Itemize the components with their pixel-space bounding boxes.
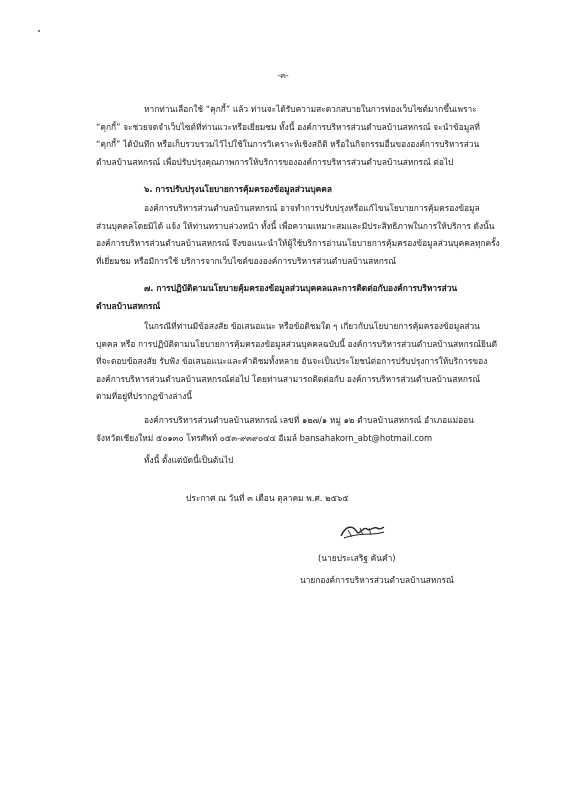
text-line: ตำบลบ้านสหกรณ์ เพื่อปรับปรุงคุณภาพการให้บริการขององค์การบริหารส่วนตำบลบ้านสหกรณ์ ต่อไป	[96, 156, 454, 167]
text-line: ทั้งนี้ ตั้งแต่บัดนี้เป็นต้นไป	[144, 455, 234, 465]
section-6-heading	[144, 181, 332, 199]
text-line: “คุกกี้” ได้บันทึก หรือเก็บรวบรวมไว้ไปใช้ในการวิเคราะห์เชิงสถิติ หรือในกิจกรรมอื่นขององค์การบริหารส่วน	[96, 139, 480, 150]
heading-text: ๗. การปฏิบัติตามนโยบายคุ้มครองข้อมูลส่วนบุคคลและการติดต่อกับองค์การบริหารส่วน	[144, 283, 458, 293]
text-line: ที่จะตอบข้อสงสัย รับฟัง ข้อเสนอแนะและคำติชมทั้งหลาย อันจะเป็นประโยชน์ต่อการปรับปรุงการให้บริการของ	[96, 356, 488, 367]
cookie-paragraph	[96, 101, 480, 171]
text-line: บุคคล หรือ การปฏิบัติตามนโยบายการคุ้มครองข้อมูลส่วนบุคคลฉบับนี้ องค์การบริหารส่วนตำบลบ้านสหกรณ์ยินดี	[96, 338, 498, 349]
page-number: -๓-	[277, 71, 289, 80]
heading-text: ตำบลบ้านสหกรณ์	[96, 300, 161, 311]
announcement-date	[186, 490, 349, 508]
section-7-body	[96, 318, 497, 406]
text-line: หากท่านเลือกใช้ “คุกกี้” แล้ว ท่านจะได้รับความสะดวกสบายในการท่องเว็บไซต์มากขึ้นเพราะ	[144, 104, 477, 114]
section-7-heading	[96, 280, 457, 315]
scan-speck	[38, 30, 40, 32]
signer-name: (นายประเสริฐ คันคำ)	[318, 553, 396, 563]
signature-image	[338, 522, 386, 544]
text-line: จังหวัดเชียงใหม่ ๕๐๑๓๐ โทรศัพท์ ๐๕๓-๙๓๙๐๔๔ อีเมล์ bansahakorn_abt@hotmail.com	[96, 432, 433, 443]
text-line: ที่เยี่ยมชม หรือมีการใช้ บริการจากเว็บไซต์ขององค์การบริหารส่วนตำบลบ้านสหกรณ์	[96, 255, 397, 266]
text-line: ส่วนบุคคลโดยมิได้ แจ้ง ให้ท่านทราบล่วงหน้า ทั้งนี้ เพื่อความเหมาะสมและมีประสิทธิภาพในการให้บริการ ดังนั้น	[96, 220, 495, 231]
text-line: องค์การบริหารส่วนตำบลบ้านสหกรณ์ต่อไป โดยท่านสามารถติดต่อกับ องค์การบริหารส่วนตำบลบ้านสหกรณ์	[96, 373, 481, 384]
text-line: องค์การบริหารส่วนตำบลบ้านสหกรณ์ จึงขอแนะนำให้ผู้ใช้บริการอ่านนโยบายการคุ้มครองข้อมูลส่วนบุคคลทุกครั้ง	[96, 238, 500, 249]
text-line: “คุกกี้” จะช่วยจดจำเว็บไซต์ที่ท่านแวะหรือเยี่ยมชม ทั้งนี้ องค์การบริหารส่วนตำบลบ้านสหกรณ์ จะนำข้อมูลที่	[96, 121, 480, 132]
text-line: องค์การบริหารส่วนตำบลบ้านสหกรณ์ เลขที่ ๑๒๗/๑ หมู่ ๑๒ ตำบลบ้านสหกรณ์ อำเภอแม่ออน	[144, 415, 474, 425]
heading-text: ๖. การปรับปรุงนโยบายการคุ้มครองข้อมูลส่วนบุคคล	[144, 184, 332, 194]
text-line: ตามที่อยู่ที่ปรากฏข้างล่างนี้	[96, 391, 193, 402]
section-6-body	[96, 200, 500, 270]
effective-statement	[144, 452, 233, 470]
text-line: องค์การบริหารส่วนตำบลบ้านสหกรณ์ อาจทำการปรับปรุงหรือแก้ไขนโยบายการคุ้มครองข้อมูล	[144, 203, 480, 213]
signer-title: นายกองค์การบริหารส่วนตำบลบ้านสหกรณ์	[300, 575, 454, 585]
text-line: ในกรณีที่ท่านมีข้อสงสัย ข้อเสนอแนะ หรือข้อติชมใด ๆ เกี่ยวกับนโยบายการคุ้มครองข้อมูลส่วน	[144, 321, 480, 331]
contact-paragraph	[96, 412, 474, 447]
text-line: ประกาศ ณ วันที่ ๓ เดือน ตุลาคม พ.ศ. ๒๕๖๕	[186, 493, 349, 503]
